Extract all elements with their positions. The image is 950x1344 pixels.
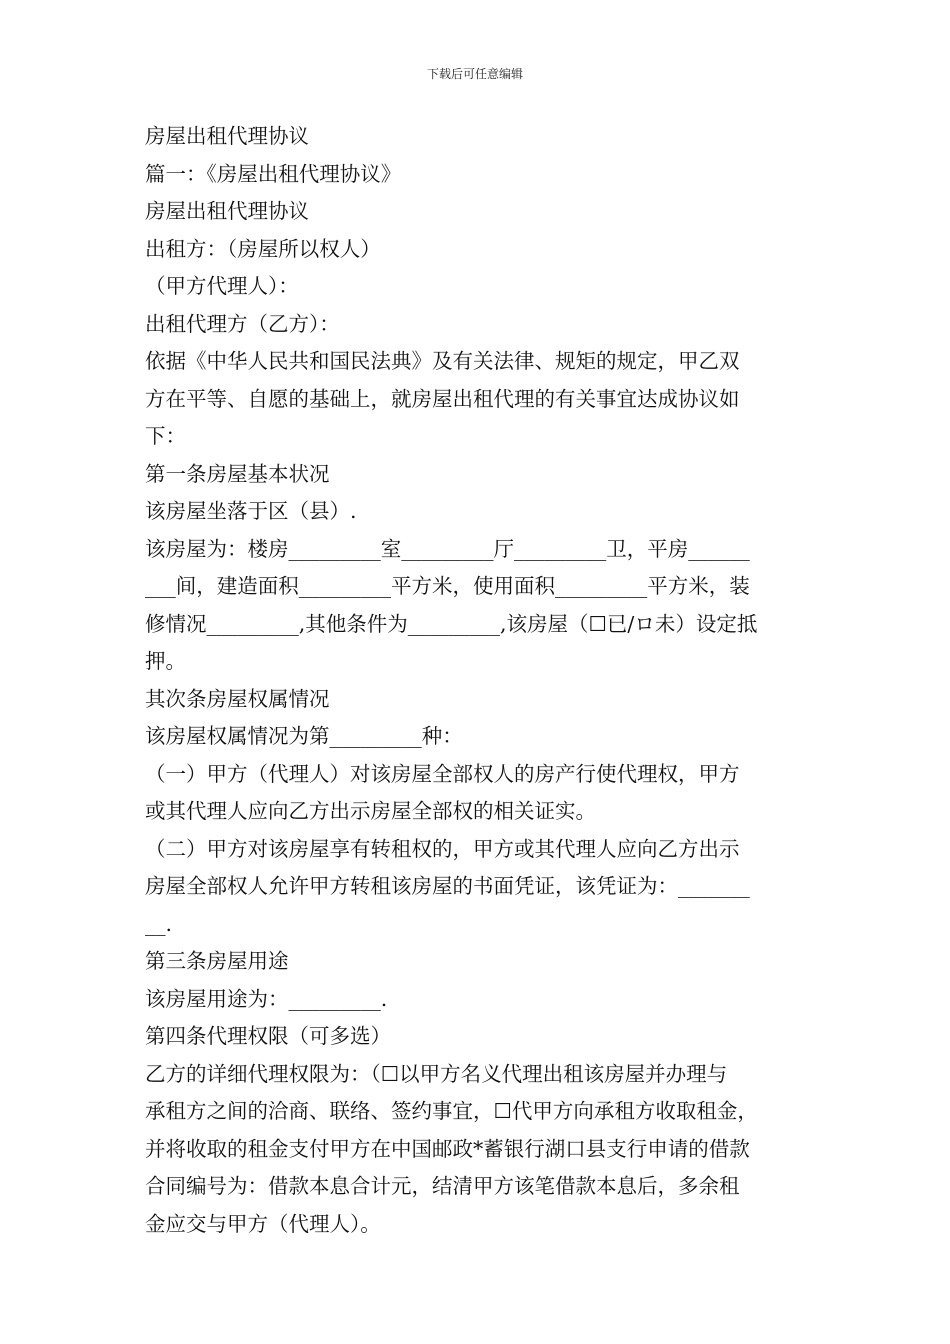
article-2-heading: 其次条房屋权属情况: [145, 686, 330, 711]
text-line: 乙方的详细代理权限为：（☐以甲方名义代理出租该房屋并办理与: [145, 1061, 728, 1086]
text-line: 或其代理人应向乙方出示房屋全部权的相关证实。: [145, 799, 596, 823]
text-line: 下：: [145, 424, 186, 448]
document-body: [145, 118, 815, 1243]
page-header: 下载后可任意编辑: [426, 67, 523, 81]
text-line: __.: [145, 911, 173, 936]
agreement-title: 房屋出租代理协议: [145, 199, 309, 223]
text-line: 修情况_________,其他条件为_________,该房屋（☐已/ロ未）设定抵: [145, 611, 758, 636]
text-line: 该房屋权属情况为第_________种：: [145, 724, 463, 748]
text-line: 该房屋用途为：_________.: [145, 986, 388, 1011]
text-line: 房屋全部权人允许甲方转租该房屋的书面凭证，该凭证为：_______: [145, 874, 750, 898]
text-line: ___间，建造面积_________平方米，使用面积_________平方米，装: [145, 574, 750, 598]
text-line: 承租方之间的洽商、联络、签约事宜，☐代甲方向承租方收取租金，: [145, 1099, 758, 1123]
article-1-heading: 第一条房屋基本状况: [145, 461, 330, 486]
text-line: 金应交与甲方（代理人）。: [145, 1211, 381, 1236]
lessor-line: 出租方：（房屋所以权人）: [145, 236, 381, 261]
doc-title: 房屋出租代理协议: [145, 124, 309, 148]
text-line: （二）甲方对该房屋享有转租权的，甲方或其代理人应向乙方出示: [145, 836, 740, 861]
text-line: 依据《中华人民共和国民法典》及有关法律、规矩的规定，甲乙双: [145, 349, 740, 373]
text-line: （一）甲方（代理人）对该房屋全部权人的房产行使代理权，甲方: [145, 761, 740, 786]
text-line: 并将收取的租金支付甲方在中国邮政*蓄银行湖口县支行申请的借款: [145, 1136, 750, 1161]
text-line: 方在平等、自愿的基础上，就房屋出租代理的有关事宜达成协议如: [145, 386, 740, 411]
article-3-heading: 第三条房屋用途: [145, 949, 289, 973]
text-line: 合同编号为：借款本息合计元，结清甲方该笔借款本息后，多余租: [145, 1174, 740, 1198]
text-line: 押。: [145, 649, 186, 673]
article-4-heading: 第四条代理权限（可多选）: [145, 1024, 391, 1048]
party-b-line: 出租代理方（乙方）：: [145, 311, 340, 336]
text-line: 该房屋坐落于区（县）.: [145, 499, 357, 523]
party-a-agent-line: （甲方代理人）：: [145, 274, 299, 298]
chapter-heading: 篇一：《房屋出租代理协议》: [145, 161, 402, 186]
text-line: 该房屋为：楼房_________室_________厅_________卫，平房______: [145, 536, 750, 561]
